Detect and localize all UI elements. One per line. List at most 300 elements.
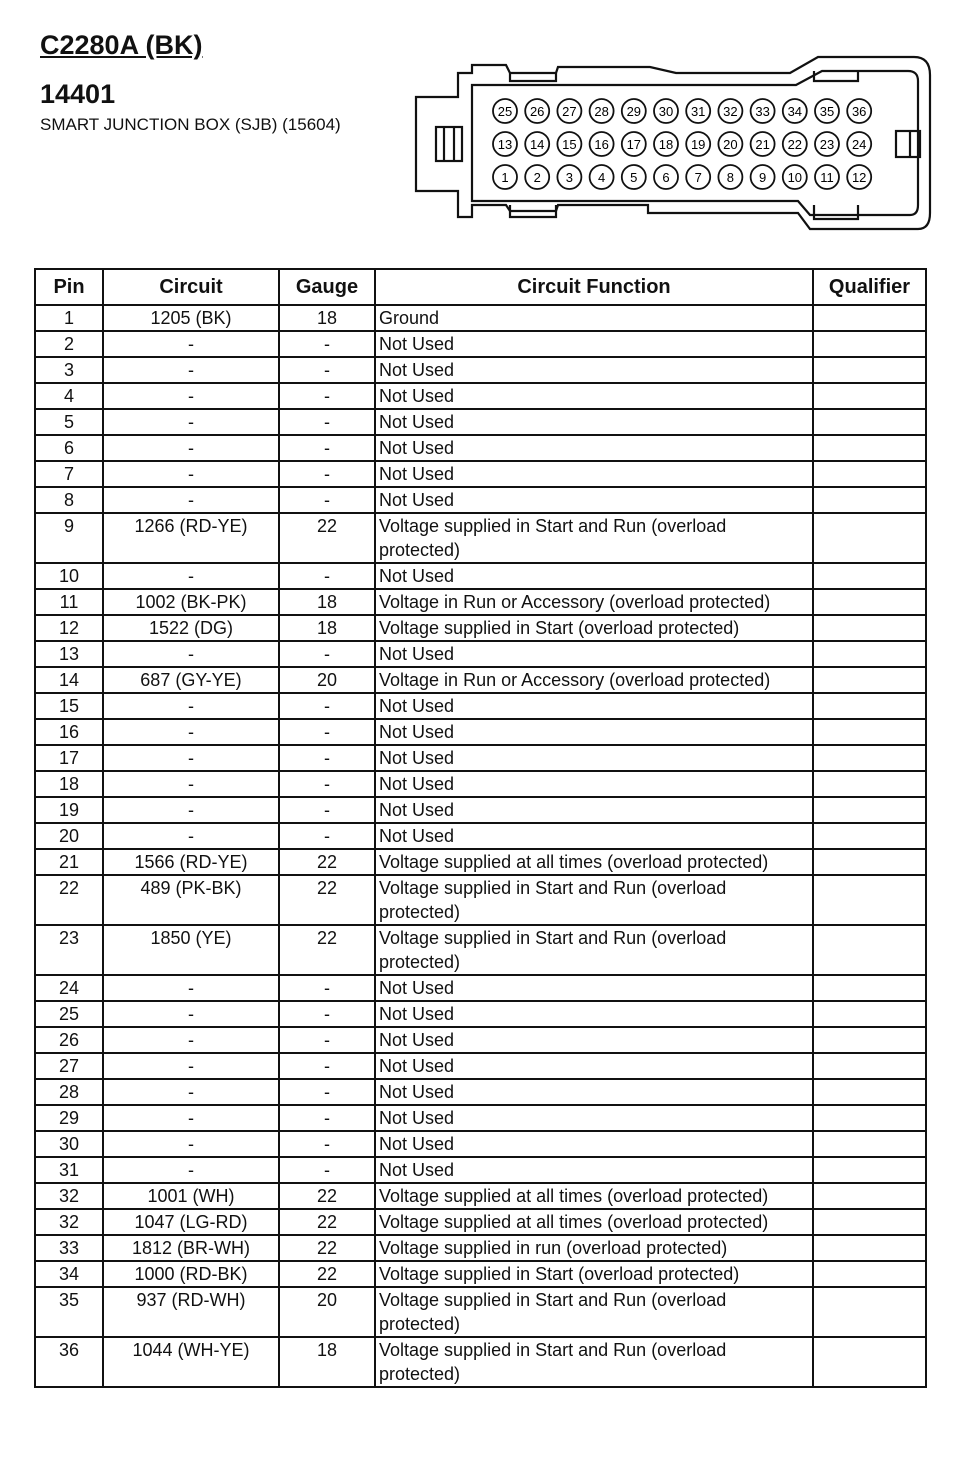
connector-pin: [525, 132, 549, 156]
connector-pin: [686, 132, 710, 156]
circuit-function-cell: Voltage in Run or Accessory (overload protected): [375, 667, 813, 693]
part-number: 14401: [40, 79, 116, 109]
gauge-cell: -: [279, 641, 375, 667]
pin-cell: 12: [35, 615, 103, 641]
gauge-cell: 22: [279, 875, 375, 925]
pin-cell: 16: [35, 719, 103, 745]
circuit-function-cell: Not Used: [375, 435, 813, 461]
pin-cell: 30: [35, 1131, 103, 1157]
qualifier-cell: [813, 693, 926, 719]
gauge-cell: -: [279, 1027, 375, 1053]
pin-cell: 17: [35, 745, 103, 771]
connector-pin: [847, 99, 871, 123]
gauge-cell: -: [279, 461, 375, 487]
pin-cell: 11: [35, 589, 103, 615]
qualifier-cell: [813, 849, 926, 875]
connector-pin-label: 14: [529, 137, 545, 152]
qualifier-cell: [813, 1209, 926, 1235]
qualifier-cell: [813, 1287, 926, 1337]
circuit-function-cell: Voltage supplied in Start (overload protected): [375, 1261, 813, 1287]
qualifier-cell: [813, 823, 926, 849]
component-name: SMART JUNCTION BOX (SJB) (15604): [40, 115, 341, 134]
qualifier-cell: [813, 1105, 926, 1131]
connector-pin-label: 10: [787, 170, 803, 185]
pin-cell: 23: [35, 925, 103, 975]
connector-pin-label: 30: [658, 104, 674, 119]
pin-cell: 28: [35, 1079, 103, 1105]
circuit-cell: -: [103, 331, 279, 357]
circuit-cell: -: [103, 487, 279, 513]
gauge-cell: 22: [279, 925, 375, 975]
qualifier-cell: [813, 719, 926, 745]
pin-cell: 4: [35, 383, 103, 409]
circuit-cell: -: [103, 975, 279, 1001]
gauge-cell: -: [279, 1157, 375, 1183]
gauge-cell: -: [279, 1079, 375, 1105]
qualifier-cell: [813, 513, 926, 563]
header-gauge: Gauge: [279, 269, 375, 305]
qualifier-cell: [813, 409, 926, 435]
connector-pin: [622, 132, 646, 156]
table-row: [35, 1261, 926, 1287]
connector-pin-label: 17: [626, 137, 642, 152]
circuit-function-cell: Not Used: [375, 641, 813, 667]
table-row: [35, 1235, 926, 1261]
connector-pin-label: 8: [726, 170, 735, 185]
circuit-function-cell: Not Used: [375, 1157, 813, 1183]
table-row: [35, 331, 926, 357]
gauge-cell: -: [279, 563, 375, 589]
circuit-cell: -: [103, 563, 279, 589]
qualifier-cell: [813, 1131, 926, 1157]
pin-cell: 20: [35, 823, 103, 849]
gauge-cell: -: [279, 1001, 375, 1027]
circuit-cell: -: [103, 357, 279, 383]
table-row: [35, 667, 926, 693]
gauge-cell: -: [279, 357, 375, 383]
circuit-function-cell: Voltage supplied at all times (overload protected): [375, 1183, 813, 1209]
connector-pin: [622, 165, 646, 189]
gauge-cell: -: [279, 409, 375, 435]
circuit-function-cell: Not Used: [375, 1105, 813, 1131]
gauge-cell: 22: [279, 849, 375, 875]
connector-pin-label: 3: [565, 170, 574, 185]
gauge-cell: -: [279, 487, 375, 513]
connector-pin: [654, 165, 678, 189]
connector-pin: [557, 132, 581, 156]
circuit-function-cell: Not Used: [375, 409, 813, 435]
connector-pin-label: 6: [662, 170, 670, 185]
circuit-function-cell: Voltage supplied in run (overload protected): [375, 1235, 813, 1261]
pin-cell: 5: [35, 409, 103, 435]
qualifier-cell: [813, 925, 926, 975]
gauge-cell: 22: [279, 513, 375, 563]
connector-pin: [783, 132, 807, 156]
connector-pin: [751, 132, 775, 156]
connector-pin-label: 35: [819, 104, 835, 119]
connector-pin: [686, 99, 710, 123]
circuit-function-cell: Not Used: [375, 1131, 813, 1157]
qualifier-cell: [813, 615, 926, 641]
qualifier-cell: [813, 875, 926, 925]
table-row: [35, 1287, 926, 1337]
connector-pin: [590, 132, 614, 156]
pinout-table: [34, 268, 927, 1388]
connector-pin-label: 16: [594, 137, 609, 152]
pin-cell: 29: [35, 1105, 103, 1131]
connector-pin-label: 33: [755, 104, 770, 119]
table-row: [35, 409, 926, 435]
qualifier-cell: [813, 331, 926, 357]
qualifier-cell: [813, 1261, 926, 1287]
circuit-cell: 1000 (RD-BK): [103, 1261, 279, 1287]
pin-cell: 14: [35, 667, 103, 693]
connector-pin-label: 7: [694, 170, 702, 185]
circuit-cell: -: [103, 461, 279, 487]
qualifier-cell: [813, 1079, 926, 1105]
qualifier-cell: [813, 1053, 926, 1079]
qualifier-cell: [813, 305, 926, 331]
table-row: [35, 641, 926, 667]
circuit-function-cell: Not Used: [375, 563, 813, 589]
circuit-cell: -: [103, 1131, 279, 1157]
circuit-function-cell: Not Used: [375, 1027, 813, 1053]
connector-pin: [847, 132, 871, 156]
circuit-function-cell: Not Used: [375, 1001, 813, 1027]
connector-pin: [590, 165, 614, 189]
circuit-function-cell: Not Used: [375, 357, 813, 383]
table-row: [35, 563, 926, 589]
gauge-cell: -: [279, 1053, 375, 1079]
connector-pin-label: 29: [626, 104, 642, 119]
connector-pin-label: 21: [755, 137, 770, 152]
header-circuit: Circuit: [103, 269, 279, 305]
connector-pin-label: 13: [497, 137, 513, 152]
connector-pin: [751, 165, 775, 189]
gauge-cell: 18: [279, 305, 375, 331]
circuit-function-cell: Not Used: [375, 331, 813, 357]
connector-pin: [590, 99, 614, 123]
connector-pin: [815, 165, 839, 189]
qualifier-cell: [813, 975, 926, 1001]
circuit-function-cell: Not Used: [375, 719, 813, 745]
circuit-cell: -: [103, 1053, 279, 1079]
circuit-cell: -: [103, 745, 279, 771]
qualifier-cell: [813, 1183, 926, 1209]
pin-cell: 36: [35, 1337, 103, 1387]
circuit-cell: -: [103, 797, 279, 823]
qualifier-cell: [813, 745, 926, 771]
circuit-function-cell: Not Used: [375, 823, 813, 849]
table-row: [35, 693, 926, 719]
connector-pin: [847, 165, 871, 189]
circuit-cell: -: [103, 1079, 279, 1105]
gauge-cell: -: [279, 771, 375, 797]
connector-pin: [493, 165, 517, 189]
pin-cell: 7: [35, 461, 103, 487]
connector-pin: [493, 132, 517, 156]
pin-cell: 31: [35, 1157, 103, 1183]
circuit-function-cell: Voltage supplied at all times (overload protected): [375, 849, 813, 875]
circuit-cell: -: [103, 1105, 279, 1131]
gauge-cell: -: [279, 1105, 375, 1131]
table-row: [35, 1157, 926, 1183]
pin-cell: 26: [35, 1027, 103, 1053]
circuit-cell: 489 (PK-BK): [103, 875, 279, 925]
gauge-cell: -: [279, 823, 375, 849]
qualifier-cell: [813, 667, 926, 693]
table-row: [35, 513, 926, 563]
circuit-cell: -: [103, 641, 279, 667]
connector-pin: [557, 165, 581, 189]
connector-pin: [557, 99, 581, 123]
qualifier-cell: [813, 1337, 926, 1387]
gauge-cell: -: [279, 383, 375, 409]
table-row: [35, 383, 926, 409]
connector-pin-label: 12: [851, 170, 867, 185]
circuit-cell: 1047 (LG-RD): [103, 1209, 279, 1235]
connector-pin-label: 27: [562, 104, 577, 119]
pin-cell: 8: [35, 487, 103, 513]
qualifier-cell: [813, 357, 926, 383]
circuit-cell: 1001 (WH): [103, 1183, 279, 1209]
pin-cell: 35: [35, 1287, 103, 1337]
qualifier-cell: [813, 797, 926, 823]
connector-pin: [751, 99, 775, 123]
gauge-cell: 20: [279, 667, 375, 693]
table-row: [35, 1027, 926, 1053]
pin-cell: 32: [35, 1209, 103, 1235]
gauge-cell: 22: [279, 1209, 375, 1235]
connector-pin: [654, 99, 678, 123]
connector-pin-label: 32: [723, 104, 738, 119]
table-row: [35, 487, 926, 513]
pin-row-bottom: [493, 165, 871, 189]
circuit-function-cell: Voltage in Run or Accessory (overload protected): [375, 589, 813, 615]
pin-cell: 34: [35, 1261, 103, 1287]
circuit-cell: -: [103, 409, 279, 435]
table-row: [35, 797, 926, 823]
qualifier-cell: [813, 1235, 926, 1261]
table-row: [35, 1209, 926, 1235]
table-row: [35, 589, 926, 615]
gauge-cell: -: [279, 719, 375, 745]
circuit-function-cell: Not Used: [375, 1079, 813, 1105]
connector-pin-label: 36: [851, 104, 867, 119]
connector-pin-label: 4: [597, 170, 606, 185]
connector-pin-label: 25: [497, 104, 513, 119]
pin-cell: 3: [35, 357, 103, 383]
table-row: [35, 305, 926, 331]
pin-cell: 33: [35, 1235, 103, 1261]
connector-pin: [718, 99, 742, 123]
pin-row-middle: [493, 132, 871, 156]
circuit-cell: -: [103, 693, 279, 719]
gauge-cell: 18: [279, 1337, 375, 1387]
connector-pin: [686, 165, 710, 189]
table-row: [35, 615, 926, 641]
circuit-function-cell: Not Used: [375, 461, 813, 487]
qualifier-cell: [813, 461, 926, 487]
connector-pin: [654, 132, 678, 156]
circuit-cell: -: [103, 719, 279, 745]
table-row: [35, 719, 926, 745]
circuit-cell: 687 (GY-YE): [103, 667, 279, 693]
gauge-cell: -: [279, 797, 375, 823]
qualifier-cell: [813, 589, 926, 615]
table-row: [35, 357, 926, 383]
pin-cell: 21: [35, 849, 103, 875]
pin-cell: 6: [35, 435, 103, 461]
connector-pin: [525, 99, 549, 123]
connector-pin: [718, 165, 742, 189]
circuit-function-cell: Voltage supplied in Start and Run (overload protected): [375, 1287, 813, 1337]
pin-cell: 25: [35, 1001, 103, 1027]
qualifier-cell: [813, 1157, 926, 1183]
qualifier-cell: [813, 487, 926, 513]
circuit-function-cell: Not Used: [375, 383, 813, 409]
connector-pin-label: 28: [594, 104, 609, 119]
circuit-cell: -: [103, 771, 279, 797]
circuit-function-cell: Not Used: [375, 693, 813, 719]
table-row: [35, 435, 926, 461]
table-body: [35, 305, 926, 1387]
pin-row-top: [493, 99, 871, 123]
table-row: [35, 925, 926, 975]
table-row: [35, 849, 926, 875]
circuit-cell: -: [103, 1157, 279, 1183]
connector-face-diagram: [410, 45, 940, 245]
gauge-cell: -: [279, 435, 375, 461]
circuit-cell: 1205 (BK): [103, 305, 279, 331]
connector-pin-label: 19: [690, 137, 706, 152]
connector-pin-label: 34: [787, 104, 803, 119]
header-qualifier: Qualifier: [813, 269, 926, 305]
table-row: [35, 823, 926, 849]
qualifier-cell: [813, 641, 926, 667]
gauge-cell: 22: [279, 1261, 375, 1287]
pin-cell: 18: [35, 771, 103, 797]
table-row: [35, 1053, 926, 1079]
table-row: [35, 771, 926, 797]
circuit-cell: 1566 (RD-YE): [103, 849, 279, 875]
table-row: [35, 1131, 926, 1157]
gauge-cell: -: [279, 1131, 375, 1157]
circuit-function-cell: Not Used: [375, 1053, 813, 1079]
connector-pin-label: 5: [630, 170, 638, 185]
circuit-function-cell: Voltage supplied in Start (overload protected): [375, 615, 813, 641]
connector-pin: [783, 165, 807, 189]
connector-pin-label: 1: [501, 170, 509, 185]
connector-pin: [815, 132, 839, 156]
gauge-cell: 22: [279, 1235, 375, 1261]
qualifier-cell: [813, 435, 926, 461]
circuit-cell: 1812 (BR-WH): [103, 1235, 279, 1261]
connector-pin: [718, 132, 742, 156]
gauge-cell: 20: [279, 1287, 375, 1337]
circuit-function-cell: Voltage supplied at all times (overload protected): [375, 1209, 813, 1235]
circuit-cell: 1266 (RD-YE): [103, 513, 279, 563]
table-row: [35, 1079, 926, 1105]
table-row: [35, 1337, 926, 1387]
circuit-function-cell: Voltage supplied in Start and Run (overload protected): [375, 1337, 813, 1387]
circuit-function-cell: Not Used: [375, 975, 813, 1001]
pin-cell: 1: [35, 305, 103, 331]
qualifier-cell: [813, 771, 926, 797]
gauge-cell: 18: [279, 615, 375, 641]
pin-cell: 19: [35, 797, 103, 823]
connector-pin: [622, 99, 646, 123]
connector-pin-label: 9: [758, 170, 767, 185]
connector-pin: [783, 99, 807, 123]
circuit-cell: 1044 (WH-YE): [103, 1337, 279, 1387]
table-row: [35, 975, 926, 1001]
connector-pin-label: 15: [562, 137, 577, 152]
connector-pin-label: 24: [851, 137, 867, 152]
connector-pin: [493, 99, 517, 123]
table-row: [35, 461, 926, 487]
pin-cell: 2: [35, 331, 103, 357]
gauge-cell: -: [279, 331, 375, 357]
circuit-function-cell: Not Used: [375, 745, 813, 771]
qualifier-cell: [813, 383, 926, 409]
header-pin: Pin: [35, 269, 103, 305]
table-row: [35, 745, 926, 771]
connector-pin-label: 20: [723, 137, 738, 152]
pin-cell: 15: [35, 693, 103, 719]
table-header-row: [35, 269, 926, 305]
table-row: [35, 1183, 926, 1209]
table-row: [35, 1105, 926, 1131]
connector-pin-label: 2: [533, 170, 541, 185]
qualifier-cell: [813, 1027, 926, 1053]
qualifier-cell: [813, 563, 926, 589]
circuit-function-cell: Not Used: [375, 771, 813, 797]
circuit-function-cell: Ground: [375, 305, 813, 331]
gauge-cell: -: [279, 975, 375, 1001]
pin-cell: 27: [35, 1053, 103, 1079]
circuit-cell: -: [103, 383, 279, 409]
circuit-function-cell: Not Used: [375, 487, 813, 513]
gauge-cell: 18: [279, 589, 375, 615]
connector-pin-label: 31: [690, 104, 706, 119]
connector-pin-label: 18: [658, 137, 674, 152]
pin-cell: 22: [35, 875, 103, 925]
circuit-function-cell: Voltage supplied in Start and Run (overload protected): [375, 875, 813, 925]
qualifier-cell: [813, 1001, 926, 1027]
connector-pin-label: 26: [529, 104, 545, 119]
circuit-cell: 1850 (YE): [103, 925, 279, 975]
connector-pin-label: 23: [819, 137, 835, 152]
header-circuit-function: Circuit Function: [375, 269, 813, 305]
connector-pin: [815, 99, 839, 123]
circuit-function-cell: Voltage supplied in Start and Run (overload protected): [375, 925, 813, 975]
circuit-function-cell: Not Used: [375, 797, 813, 823]
circuit-cell: 1002 (BK-PK): [103, 589, 279, 615]
connector-pin-label: 22: [787, 137, 803, 152]
pin-cell: 9: [35, 513, 103, 563]
pin-cell: 32: [35, 1183, 103, 1209]
circuit-cell: -: [103, 1027, 279, 1053]
circuit-cell: 937 (RD-WH): [103, 1287, 279, 1337]
gauge-cell: -: [279, 745, 375, 771]
circuit-function-cell: Voltage supplied in Start and Run (overload protected): [375, 513, 813, 563]
pin-cell: 10: [35, 563, 103, 589]
circuit-cell: 1522 (DG): [103, 615, 279, 641]
table-row: [35, 1001, 926, 1027]
connector-pin-label: 11: [820, 170, 834, 185]
pin-cell: 13: [35, 641, 103, 667]
